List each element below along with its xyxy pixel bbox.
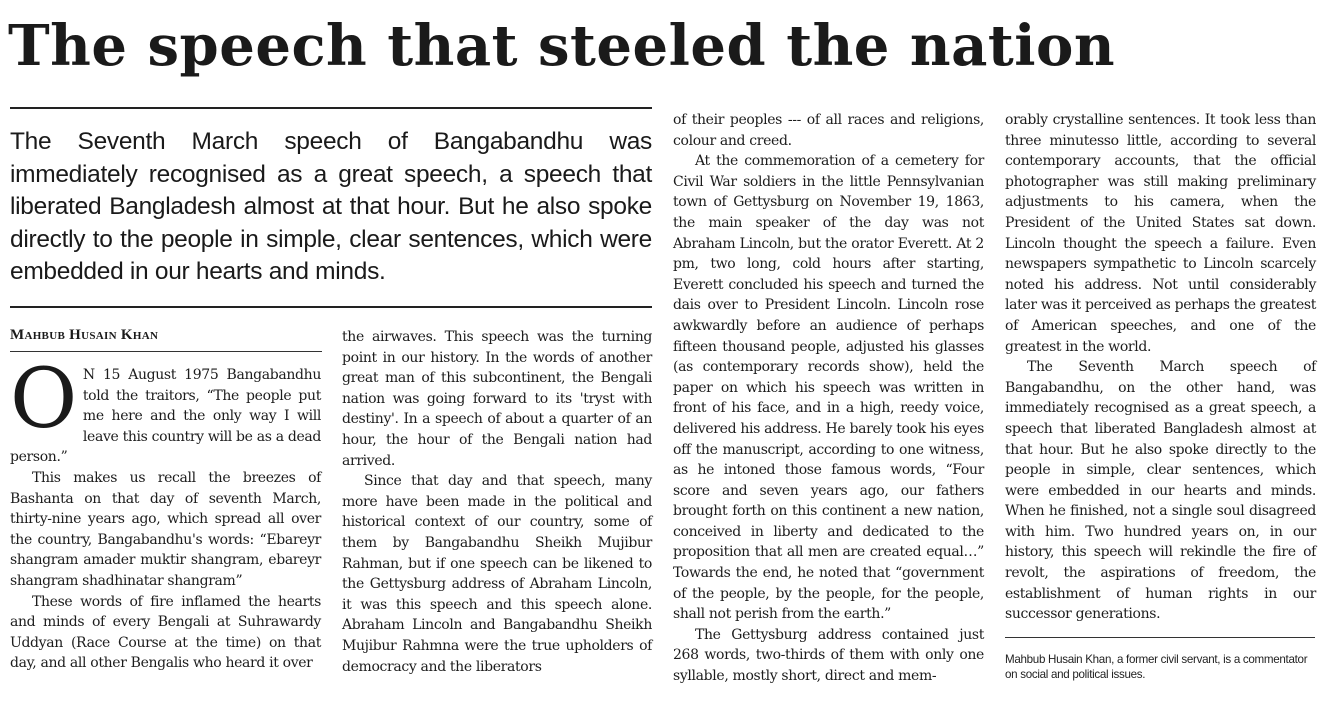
col1-paragraph-1: O N 15 August 1975 Bangabandhu told the traitors, “The people put me here and the only way I will leave this country will be as a dead person.”: [10, 352, 321, 466]
column-1: [10, 352, 321, 695]
col3-paragraph-3: The Gettysburg address contained just 268 words, two-thirds of them with only one syllable, mostly short, direct and mem-: [673, 626, 984, 685]
byline: Mahbub Husain Khan: [10, 327, 159, 343]
author-bio: Mahbub Husain Khan, a former civil servant, is a commentator on social and political issues.: [1005, 653, 1308, 681]
column-3: [673, 110, 984, 700]
column-2: [342, 327, 652, 697]
col4-paragraph-1: orably crystalline sentences. It took less than three minutesso little, according to several contemporary accounts, that the official photographer was still making preliminary adjustments to his camera, when the President of the United States sat down. Lincoln thought the speech a failure. Even newspapers sympathetic to Lincoln scarcely noted his address. Not until considerably later was it perceived as perhaps the greatest of American speeches, and one of the greatest in the world.: [1005, 112, 1316, 355]
deck-top-rule: [10, 107, 652, 109]
col2-paragraph-1: the airwaves. This speech was the turning point in our history. In the words of another great man of this subcontinent, the Bengali nation was going forward to its 'tryst with destiny'. In a speech of about a quarter of an hour, the hour of the Bengali nation had arrived.: [342, 329, 652, 469]
bio-rule: [1005, 637, 1315, 638]
column-4: [1005, 110, 1316, 635]
headline: The speech that steeled the nation: [8, 13, 1116, 79]
drop-cap: O: [10, 352, 77, 447]
col4-paragraph-2: The Seventh March speech of Bangabandhu, on the other hand, was immediately recognised as a great speech, a speech that liberated Bangladesh almost at that hour. But he also spoke directly to the people in simple, clear sentences, which were embedded in our hearts and minds. When he finished, not a single soul disagreed with him. Two hundred years on, in our history, this speech will rekindle the fire of revolt, the aspirations of freedom, the establishment of human rights in our successor generations.: [1005, 359, 1316, 623]
col1-paragraph-3: These words of fire inflamed the hearts and minds of every Bengali at Suhrawardy Uddyan (Race Course at the time) on that day, and all other Bengalis who heard it over: [10, 593, 321, 672]
col3-paragraph-2: At the commemoration of a cemetery for Civil War soldiers in the little Pennsylvanian town of Gettysburg on November 19, 1863, the main speaker of the day was not Abraham Lincoln, but the orator Everett. At 2 pm, two long, cold hours after starting, Everett concluded his speech and turned the dais over to President Lincoln. Lincoln rose awkwardly before an audience of perhaps fifteen thousand people, adjusted his glasses (as contemporary records show), held the paper on which his speech was written in front of his face, and in a high, reedy voice, delivered his address. He barely took his eyes off the manuscript, according to one witness, as he intoned those famous words, “Four score and seven years ago, our fathers brought forth on this continent a new nation, conceived in liberty and dedicated to the proposition that all men are created equal…” Towards the end, he noted that “government of the people, by the people, for the people, shall not perish from the earth.”: [673, 153, 984, 623]
deck-summary: The Seventh March speech of Bangabandhu was immediately recognised as a great speech, a speech that liberated Bangladesh almost at that hour. But he also spoke directly to the people in simple, clear sentences, which were embedded in our hearts and minds.: [10, 128, 652, 285]
col2-paragraph-2: Since that day and that speech, many more have been made in the political and historical context of our country, some of them by Bangabandhu Sheikh Mujibur Rahman, but if one speech can be likened to the Gettysburg address of Abraham Lincoln, it was this speech and this speech alone. Abraham Lincoln and Bangabandhu Sheikh Mujibur Rahmna were the true upholders of democracy and the liberators: [342, 473, 652, 675]
col3-paragraph-1: of their peoples --- of all races and religions, colour and creed.: [673, 112, 984, 149]
col1-paragraph-2: This makes us recall the breezes of Bashanta on that day of seventh March, thirty-nine years ago, which spread all over the country, Bangabandhu's words: “Ebareyr shangram amader muktir shangram, ebareyr shangram shadhinatar shangram”: [10, 469, 321, 589]
deck-bottom-rule: [10, 306, 652, 308]
